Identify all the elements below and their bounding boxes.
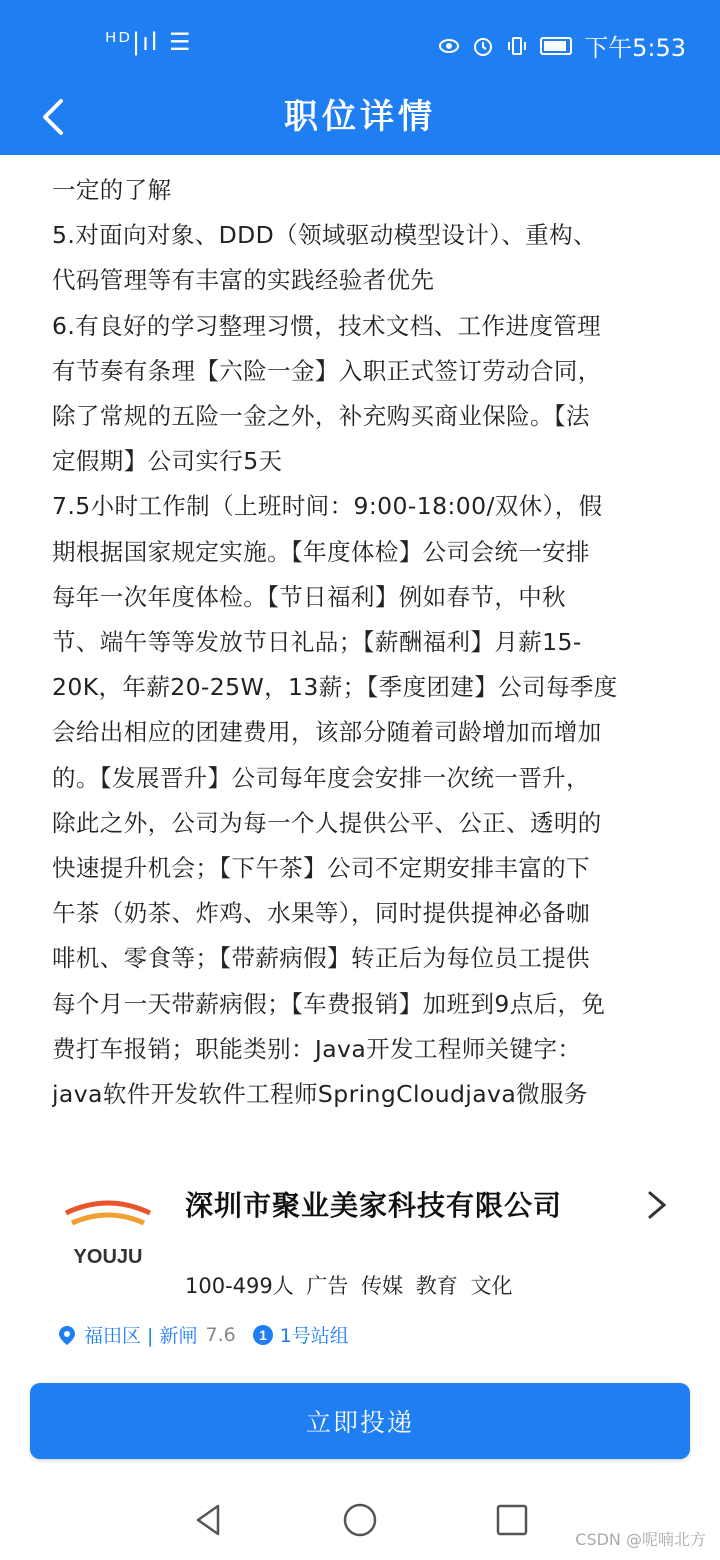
description-line: 的。【发展晋升】公司每年度会安排一次统一晋升， <box>52 763 590 792</box>
svg-text:1: 1 <box>258 1326 267 1343</box>
apply-button[interactable]: 立即投递 <box>30 1383 690 1459</box>
description-line: 除此之外，公司为每一个人提供公平、公正、透明的 <box>52 808 602 837</box>
description-line: 每年一次年度体检。【节日福利】例如春节，中秋 <box>52 582 567 611</box>
description-line: 一定的了解 <box>52 176 172 204</box>
description-line: 定假期】公司实行5天 <box>52 447 283 476</box>
watermark: CSDN @呢喃北方 <box>575 1530 706 1549</box>
description-line: 每个月一天带薪病假；【车费报销】加班到9点后，免 <box>52 989 606 1018</box>
description-line: 期根据国家规定实施。【年度体检】公司会统一安排 <box>52 537 590 566</box>
chevron-right-icon[interactable] <box>642 1185 672 1225</box>
description-line: 5.对面向对象、DDD（领域驱动模型设计）、重构、 <box>52 221 597 250</box>
status-time: 下午5:53 <box>584 34 686 62</box>
description-line: 除了常规的五险一金之外，补充购买商业保险。【法 <box>52 402 590 431</box>
job-description <box>52 168 664 1108</box>
nav-bar <box>0 75 720 155</box>
description-line: 20K，年薪20-25W，13薪；【季度团建】公司每季度 <box>52 673 618 702</box>
description-line: 会给出相应的团建费用，该部分随着司龄增加而增加 <box>52 718 602 747</box>
status-bar <box>0 18 720 68</box>
signal-indicator: ᴴᴰ|ıl ☰ <box>105 28 193 56</box>
page-title: 职位详情 <box>284 97 436 137</box>
alarm-icon <box>472 35 494 57</box>
company-meta <box>56 1321 349 1348</box>
company-logo-text: YOUJU <box>73 1246 143 1268</box>
metro-icon <box>252 1324 274 1346</box>
app-header <box>0 0 720 155</box>
nav-recent-icon[interactable] <box>492 1500 532 1540</box>
description-line: 6.有良好的学习整理习惯，技术文档、工作进度管理 <box>52 311 602 340</box>
nav-home-icon[interactable] <box>340 1500 380 1540</box>
location-pin-icon <box>56 1324 78 1346</box>
battery-icon <box>540 37 572 55</box>
description-line: 啡机、零食等；【带薪病假】转正后为每位员工提供 <box>52 944 590 973</box>
description-line: 代码管理等有丰富的实践经验者优先 <box>52 266 435 295</box>
company-extra: 1号站组 <box>279 1325 349 1347</box>
description-line: 有节奏有条理【六险一金】入职正式签订劳动合同， <box>52 356 602 385</box>
location-count: 7.6 <box>205 1323 236 1346</box>
company-card[interactable] <box>0 1175 720 1355</box>
company-name[interactable]: 深圳市聚业美家科技有限公司 <box>185 1189 563 1222</box>
description-line: 费打车报销；职能类别：Java开发工程师关键字： <box>52 1034 582 1063</box>
status-icons <box>438 28 686 63</box>
description-line: java软件开发软件工程师SpringCloudjava微服务 <box>52 1080 588 1108</box>
description-line: 午茶（奶茶、炸鸡、水果等），同时提供提神必备咖 <box>52 899 590 928</box>
nav-back-icon[interactable] <box>188 1500 228 1540</box>
vibrate-icon <box>506 35 528 57</box>
system-nav-bar <box>0 1480 720 1560</box>
company-tags: 100-499人 广告 传媒 教育 文化 <box>185 1274 513 1298</box>
company-location: 福田区 | 新闸 <box>84 1325 198 1347</box>
description-line: 快速提升机会；【下午茶】公司不定期安排丰富的下 <box>52 854 590 883</box>
eye-icon <box>438 35 460 57</box>
description-line: 节、端午等等发放节日礼品；【薪酬福利】月薪15- <box>52 628 582 657</box>
company-logo <box>60 1195 156 1275</box>
description-line: 7.5小时工作制（上班时间：9:00-18:00/双休），假 <box>52 492 603 521</box>
